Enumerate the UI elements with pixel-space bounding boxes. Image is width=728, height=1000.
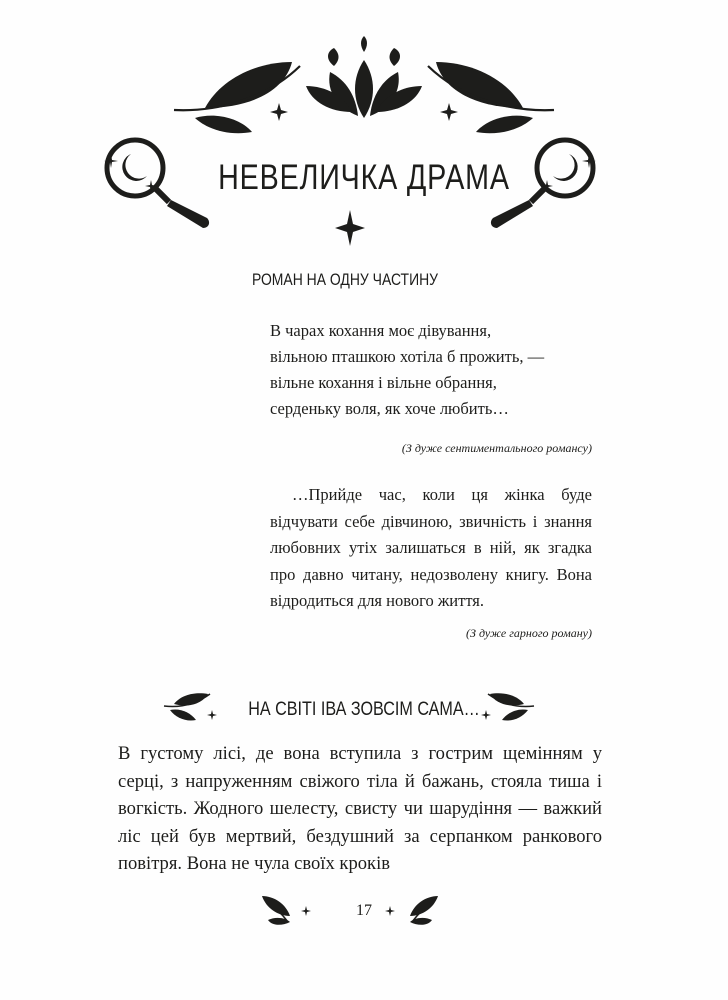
body-text: [118, 740, 602, 878]
epigraph-line: В чарах кохання моє дівування,: [270, 321, 492, 340]
lotus-flower-icon: [306, 36, 422, 118]
epigraph-source: (З дуже сентиментального романсу): [401, 441, 592, 455]
epigraph-source: (З дуже гарного роману): [466, 626, 592, 640]
epigraph-prose: [270, 482, 592, 615]
section-heading: НА СВІТІ ІВА ЗОВСІМ САМА…: [248, 699, 480, 720]
epigraph-line: вільне кохання і вільне обрання,: [270, 373, 497, 392]
laurel-leaf-icon: [436, 62, 523, 108]
page-number: 17: [356, 902, 372, 919]
header-ornament: [0, 0, 728, 140]
sparkle-icon: [270, 103, 288, 121]
epigraph-poem: [270, 318, 592, 422]
body-paragraph: В густому лісі, де вона вступила з гострим щемінням у серці, з напруженням свіжого тіла й бажань, стояла тиша і вогкість. Жодного шелесту, свисту чи шарудіння — важкий ліс цей був мертвий, бездушний за серпанком ранкового повітря. Вона не чула своїх кроків: [118, 743, 602, 874]
chapter-title: НЕВЕЛИЧКА ДРАМА: [218, 158, 510, 197]
chapter-subtitle: РОМАН НА ОДНУ ЧАСТИНУ: [251, 270, 439, 289]
epigraph-line: вільною пташкою хотіла б прожить, —: [270, 347, 545, 366]
epigraph-line: серденьку воля, як хоче любить…: [270, 399, 509, 418]
epigraph-paragraph: …Прийде час, коли ця жінка буде відчувати себе дівчиною, звичність і знання любовних утіх залишаться в ній, як згадка про давно читану, недозволену книгу. Вона відродиться для нового життя.: [270, 485, 592, 610]
sparkle-icon: [440, 103, 458, 121]
laurel-leaf-icon: [205, 62, 292, 108]
sparkle-icon: [335, 210, 365, 246]
